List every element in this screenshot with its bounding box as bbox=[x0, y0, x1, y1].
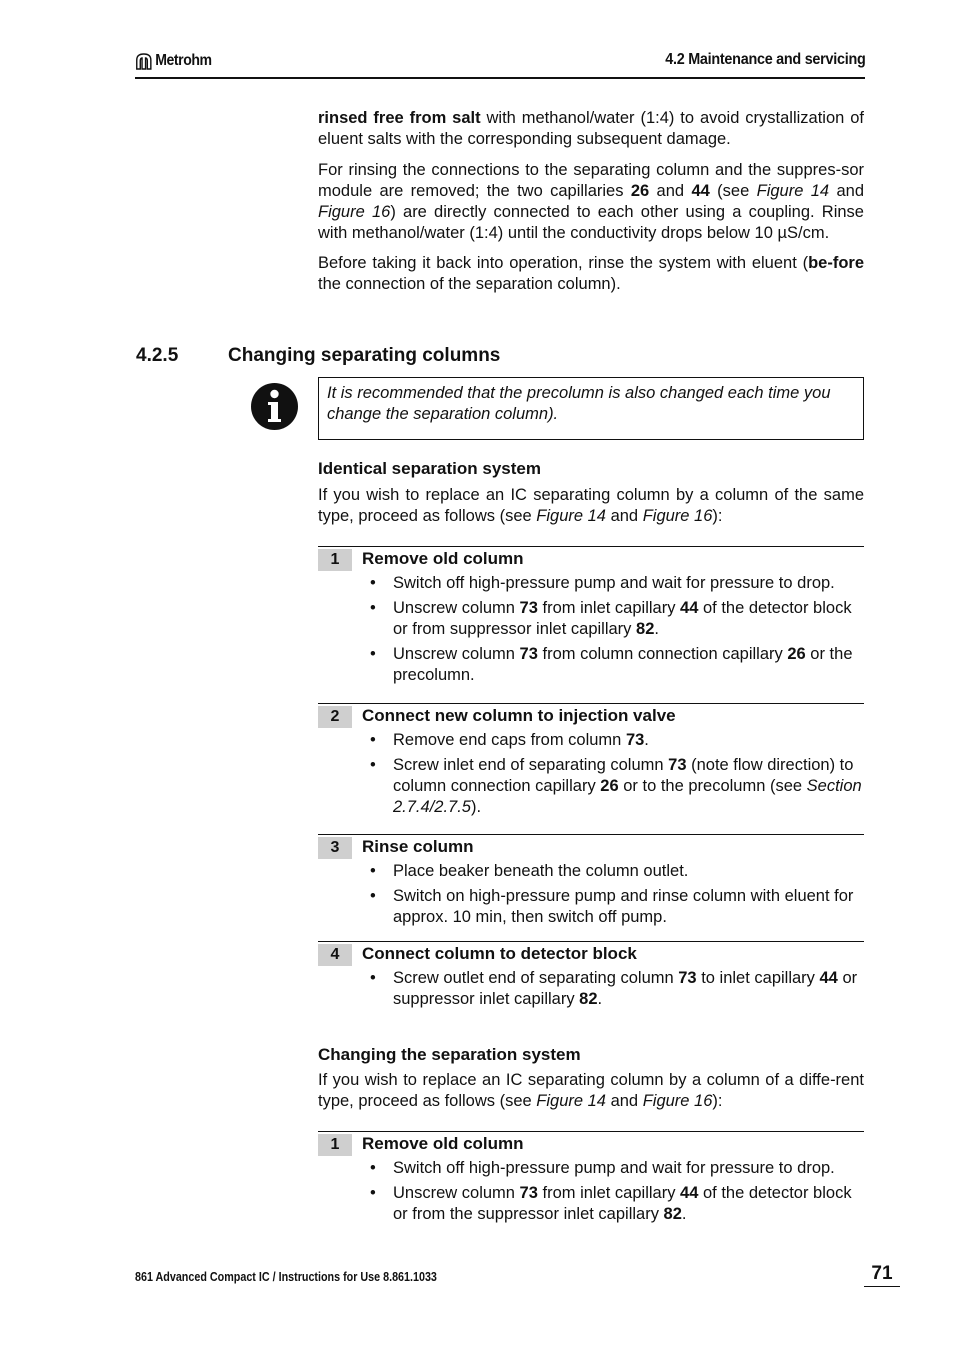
step-bullets bbox=[318, 573, 864, 686]
list-item bbox=[318, 886, 864, 928]
text-run: or suppressor inlet capillary bbox=[393, 969, 858, 1008]
subheading-changing: Changing the separation system bbox=[318, 1045, 581, 1064]
step-title: Remove old column bbox=[362, 1134, 524, 1153]
part-number: 82 bbox=[579, 990, 598, 1008]
text-run: (see bbox=[709, 182, 757, 200]
bold-phrase: rinsed free from salt bbox=[318, 109, 481, 127]
identical-intro bbox=[318, 485, 864, 527]
text-run: If you wish to replace an IC separating column by a column of the same type, proceed as follows (see bbox=[318, 486, 864, 525]
part-number: 26 bbox=[600, 777, 619, 795]
list-item bbox=[318, 755, 864, 818]
note-box bbox=[318, 377, 864, 440]
text-run: from inlet capillary bbox=[537, 1184, 681, 1202]
intro-paragraph-2 bbox=[318, 160, 864, 244]
figure-reference: Figure 16 bbox=[318, 203, 391, 221]
info-icon bbox=[250, 382, 299, 431]
list-item bbox=[318, 730, 864, 751]
step-bullets bbox=[318, 1158, 864, 1225]
changing-intro bbox=[318, 1070, 864, 1112]
part-number: 82 bbox=[636, 620, 655, 638]
list-item bbox=[318, 1158, 864, 1179]
changing-step-1 bbox=[318, 1131, 864, 1225]
bold-phrase: be-fore bbox=[808, 254, 864, 272]
text-run: and bbox=[649, 182, 692, 200]
text-run: If you wish to replace an IC separating column by a column of a diffe-rent type, proceed as follows (see bbox=[318, 1071, 864, 1110]
section-number: 4.2.5 bbox=[136, 345, 179, 366]
step-title: Connect new column to injection valve bbox=[362, 706, 676, 725]
part-number: 44 bbox=[680, 1184, 699, 1202]
step-number: 1 bbox=[318, 1134, 352, 1156]
text-run: For rinsing the connections to the separating column and the suppres-sor module are removed; the two capillaries bbox=[318, 161, 864, 200]
step-number: 1 bbox=[318, 549, 352, 571]
intro-paragraph-3 bbox=[318, 253, 864, 295]
brand-name: Metrohm bbox=[155, 52, 212, 69]
part-number: 73 bbox=[519, 645, 538, 663]
part-number: 26 bbox=[630, 182, 650, 200]
part-number: 73 bbox=[668, 756, 687, 774]
text-run: Screw inlet end of separating column bbox=[393, 756, 669, 774]
step-header bbox=[318, 941, 864, 968]
text-run: ): bbox=[712, 507, 723, 525]
page-number: 71 bbox=[864, 1262, 900, 1287]
text-run: . bbox=[681, 1205, 687, 1223]
text-run: . bbox=[644, 731, 649, 749]
list-item bbox=[318, 861, 864, 882]
text-run: and bbox=[606, 507, 643, 525]
list-item bbox=[318, 573, 864, 594]
text-run: ) are directly connected to each other using a coupling. Rinse with methanol/water (1:4) until the conductivity drops below 10 µS/cm. bbox=[318, 203, 864, 242]
brand-logo bbox=[135, 52, 212, 70]
text-run: (note flow direction) to column connection capillary bbox=[393, 756, 854, 795]
text-run: to inlet capillary bbox=[696, 969, 820, 987]
figure-reference: Figure 14 bbox=[536, 507, 606, 525]
part-number: 44 bbox=[819, 969, 838, 987]
text-run: Switch off high-pressure pump and wait for pressure to drop. bbox=[393, 1159, 835, 1177]
step-4 bbox=[318, 941, 864, 1010]
part-number: 44 bbox=[680, 599, 699, 617]
text-run: or to the precolumn (see bbox=[618, 777, 807, 795]
step-header bbox=[318, 703, 864, 730]
step-2 bbox=[318, 703, 864, 818]
text-run: the connection of the separation column). bbox=[318, 275, 621, 293]
text-run: Unscrew column bbox=[393, 645, 520, 663]
figure-reference: Figure 16 bbox=[642, 1092, 713, 1110]
footer-document-id: 861 Advanced Compact IC / Instructions for Use 8.861.1033 bbox=[135, 1270, 437, 1284]
text-run: from column connection capillary bbox=[537, 645, 788, 663]
text-run: from inlet capillary bbox=[537, 599, 681, 617]
note-text: It is recommended that the precolumn is also changed each time you change the separation column). bbox=[327, 384, 831, 423]
text-run: Switch off high-pressure pump and wait for pressure to drop. bbox=[393, 574, 835, 592]
text-run: Remove end caps from column bbox=[393, 731, 626, 749]
step-number: 2 bbox=[318, 706, 352, 728]
text-run: Screw outlet end of separating column bbox=[393, 969, 679, 987]
text-run: . bbox=[654, 620, 659, 638]
text-run: ). bbox=[470, 798, 482, 816]
metrohm-logo-icon bbox=[135, 52, 153, 70]
figure-reference: Figure 16 bbox=[642, 507, 713, 525]
part-number: 44 bbox=[691, 182, 710, 200]
step-bullets bbox=[318, 730, 864, 818]
list-item bbox=[318, 968, 864, 1010]
part-number: 82 bbox=[663, 1205, 682, 1223]
text-run: of the detector block or from suppressor inlet capillary bbox=[393, 599, 852, 638]
subheading-identical: Identical separation system bbox=[318, 459, 541, 478]
text-run: Switch on high-pressure pump and rinse column with eluent for approx. 10 min, then switch off pump. bbox=[393, 887, 854, 926]
figure-reference: Figure 14 bbox=[756, 182, 830, 200]
section-title: Changing separating columns bbox=[228, 345, 501, 366]
part-number: 73 bbox=[625, 731, 645, 749]
text-run: and bbox=[606, 1092, 643, 1110]
section-reference: Section 2.7.4/2.7.5 bbox=[393, 777, 862, 816]
part-number: 73 bbox=[678, 969, 697, 987]
page-header bbox=[135, 48, 865, 79]
step-header bbox=[318, 834, 864, 861]
text-run: Unscrew column bbox=[393, 599, 520, 617]
text-run: with methanol/water (1:4) to avoid crystallization of eluent salts with the corresponding subsequent damage. bbox=[318, 109, 864, 148]
step-number: 3 bbox=[318, 837, 352, 859]
step-bullets bbox=[318, 861, 864, 928]
step-3 bbox=[318, 834, 864, 928]
step-bullets bbox=[318, 968, 864, 1010]
text-run: Unscrew column bbox=[393, 1184, 520, 1202]
step-number: 4 bbox=[318, 944, 352, 966]
changing-intro-paragraph bbox=[318, 1070, 864, 1112]
list-item bbox=[318, 598, 864, 640]
part-number: 73 bbox=[519, 1184, 538, 1202]
identical-intro-paragraph bbox=[318, 485, 864, 527]
list-item bbox=[318, 1183, 864, 1225]
text-run: . bbox=[597, 990, 603, 1008]
part-number: 26 bbox=[787, 645, 806, 663]
step-header bbox=[318, 546, 864, 573]
chapter-title: 4.2 Maintenance and servicing bbox=[664, 51, 865, 68]
text-run: Place beaker beneath the column outlet. bbox=[393, 862, 689, 880]
text-run: Before taking it back into operation, rinse the system with eluent ( bbox=[318, 254, 809, 272]
text-run: ): bbox=[712, 1092, 723, 1110]
figure-reference: Figure 14 bbox=[536, 1092, 606, 1110]
part-number: 73 bbox=[519, 599, 538, 617]
intro-text bbox=[318, 108, 864, 295]
list-item bbox=[318, 644, 864, 686]
step-header bbox=[318, 1131, 864, 1158]
text-run: of the detector block or from the suppressor inlet capillary bbox=[393, 1184, 852, 1223]
step-title: Rinse column bbox=[362, 837, 474, 856]
step-title: Connect column to detector block bbox=[362, 944, 637, 963]
step-1 bbox=[318, 546, 864, 686]
step-title: Remove old column bbox=[362, 549, 524, 568]
text-run: and bbox=[829, 182, 864, 200]
text-run: or the precolumn. bbox=[393, 645, 853, 684]
intro-paragraph-1 bbox=[318, 108, 864, 150]
